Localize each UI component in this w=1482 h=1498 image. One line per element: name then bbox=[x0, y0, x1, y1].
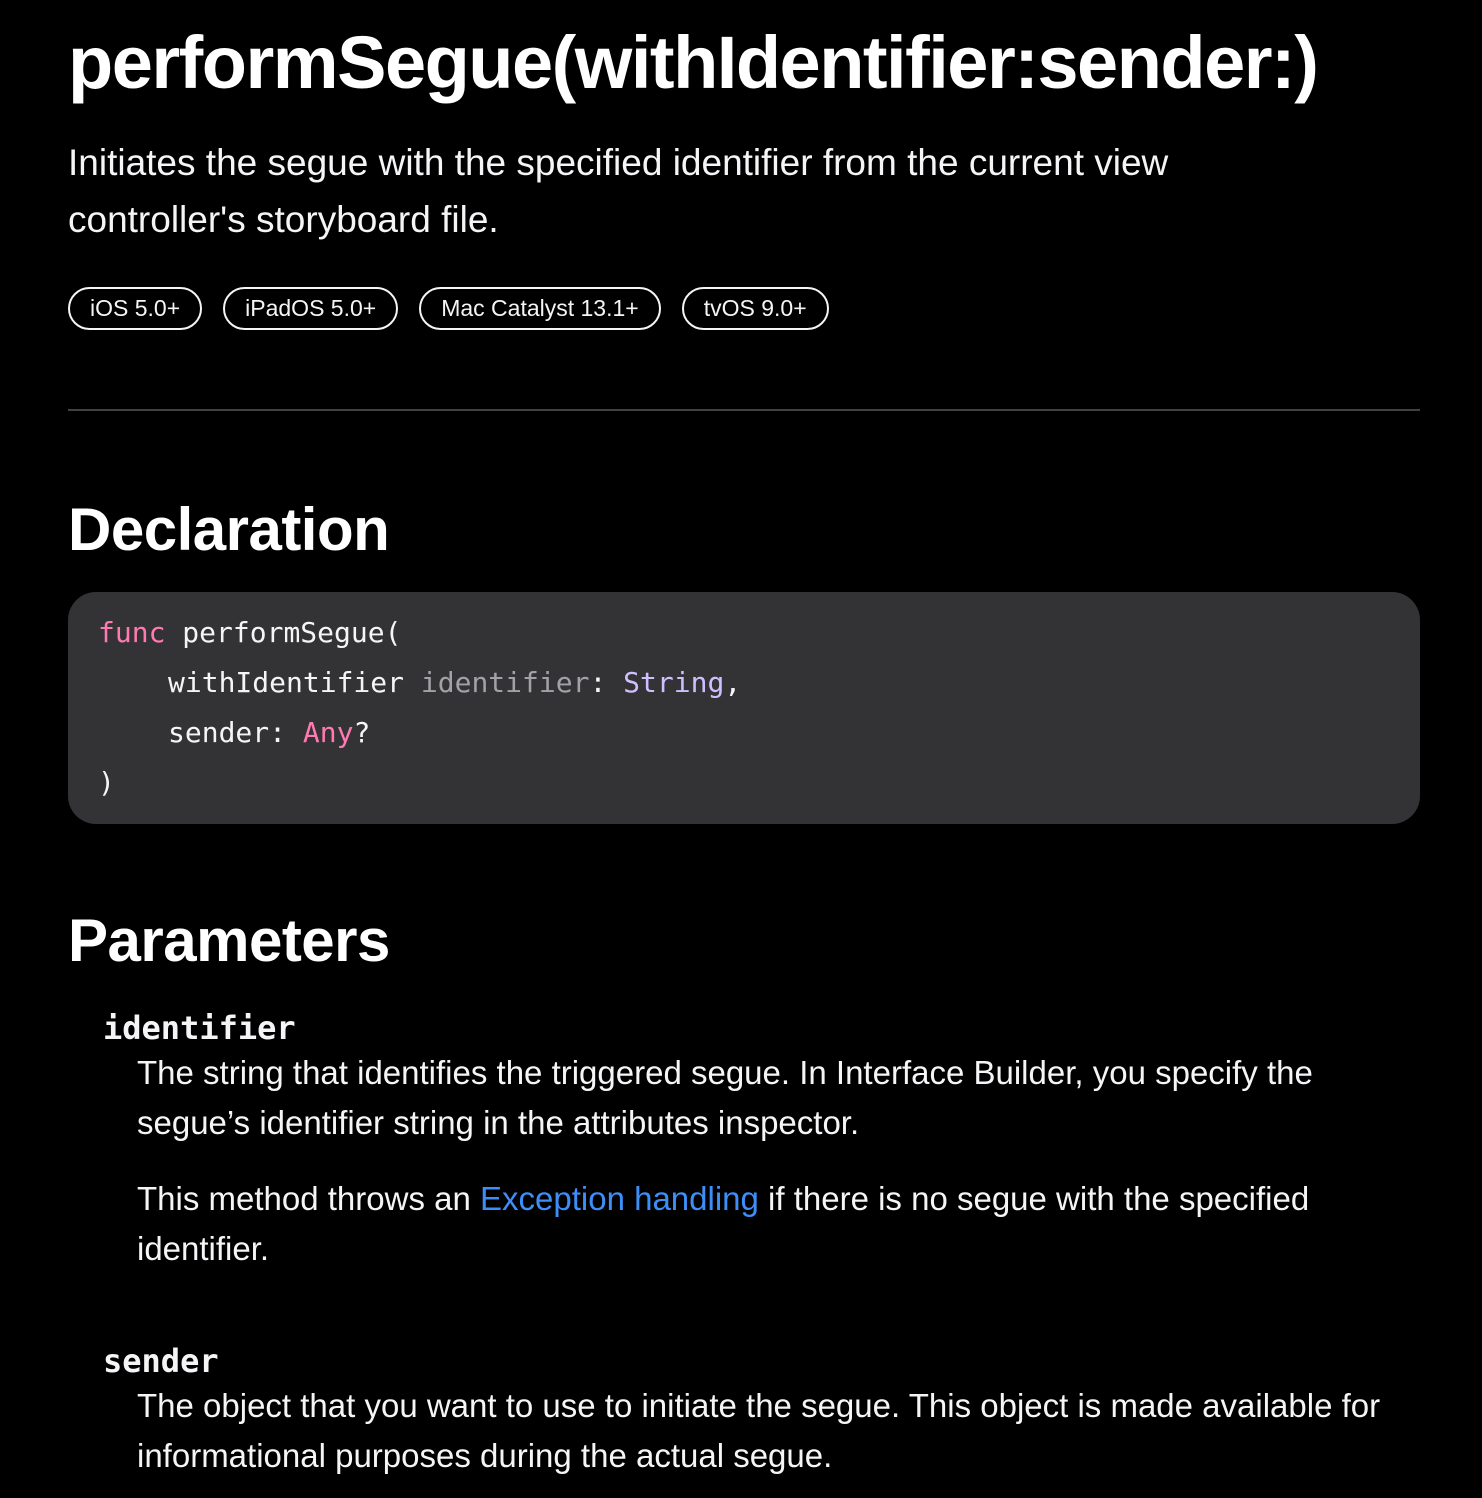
parameter-name: sender bbox=[103, 1342, 219, 1380]
code-line-1 bbox=[98, 608, 1390, 658]
platform-badge-tvos: tvOS 9.0+ bbox=[682, 287, 829, 330]
note-text-after: if there is no segue with the specified identifier. bbox=[137, 1180, 1310, 1267]
code-param-sender: sender bbox=[168, 716, 270, 749]
parameters-heading: Parameters bbox=[68, 907, 390, 974]
code-line-2 bbox=[98, 658, 1390, 708]
code-function-name: performSegue( bbox=[182, 616, 402, 649]
parameter-sender bbox=[103, 1341, 1393, 1481]
code-param-label: withIdentifier bbox=[168, 666, 405, 699]
parameter-identifier bbox=[103, 1008, 1393, 1274]
code-type-string: String bbox=[623, 666, 725, 699]
section-divider bbox=[68, 409, 1420, 411]
exception-handling-link[interactable]: Exception handling bbox=[480, 1180, 759, 1217]
platform-badge-ipados: iPadOS 5.0+ bbox=[223, 287, 398, 330]
code-colon: : bbox=[589, 666, 607, 699]
note-text-before: This method throws an bbox=[137, 1180, 480, 1217]
parameter-description: The object that you want to use to initiate the segue. This object is made available for informational purposes during the actual segue. bbox=[137, 1387, 1381, 1474]
code-colon: : bbox=[269, 716, 287, 749]
page-title: performSegue(withIdentifier:sender:) bbox=[68, 21, 1318, 104]
code-line-4 bbox=[98, 758, 1390, 808]
abstract-text: Initiates the segue with the specified identifier from the current view controller's storyboard file. bbox=[68, 142, 1169, 240]
code-line-3 bbox=[98, 708, 1390, 758]
code-optional-mark: ? bbox=[353, 716, 371, 749]
platform-badges bbox=[68, 287, 829, 330]
platform-badge-mac-catalyst: Mac Catalyst 13.1+ bbox=[419, 287, 661, 330]
code-closing-paren: ) bbox=[98, 766, 115, 799]
code-keyword-func: func bbox=[98, 616, 166, 649]
parameter-name: identifier bbox=[103, 1009, 296, 1047]
declaration-code-block bbox=[68, 592, 1420, 824]
code-param-internal-name: identifier bbox=[420, 666, 590, 699]
parameter-note bbox=[137, 1174, 1393, 1274]
code-type-any: Any bbox=[302, 716, 354, 749]
declaration-heading: Declaration bbox=[68, 496, 390, 563]
platform-badge-ios: iOS 5.0+ bbox=[68, 287, 202, 330]
code-comma: , bbox=[724, 666, 742, 699]
parameter-description: The string that identifies the triggered segue. In Interface Builder, you specify the segue’s identifier string in the attributes inspector. bbox=[137, 1054, 1313, 1141]
